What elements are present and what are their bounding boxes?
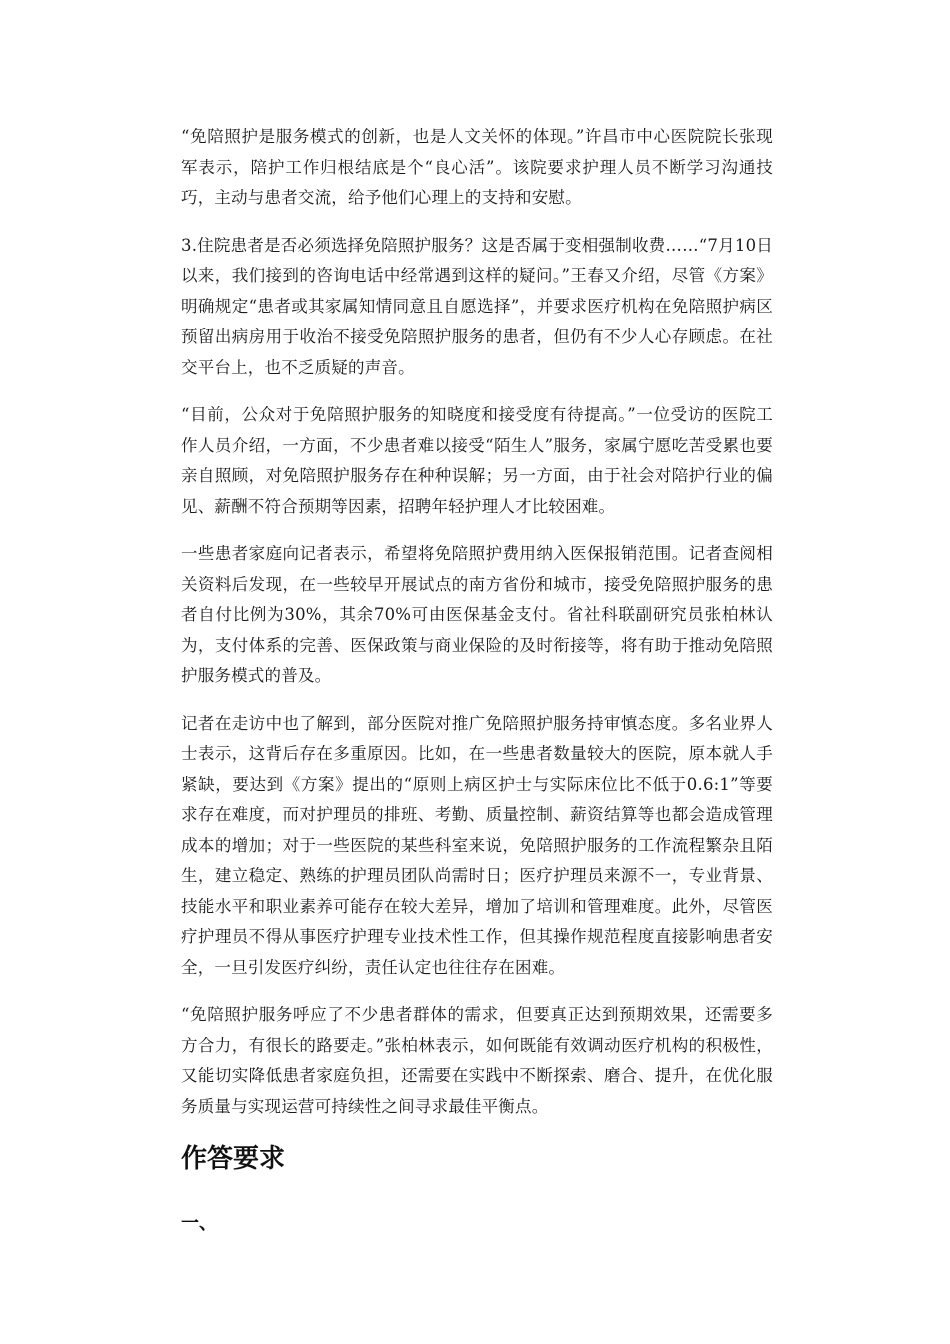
requirements-heading: 作答要求: [181, 1144, 286, 1174]
requirements-item-1: 一、: [181, 1213, 217, 1234]
paragraph-6: “免陪照护服务呼应了不少患者群体的需求，但要真正达到预期效果，还需要多方合力，有很长的路要走。”张柏林表示，如何既能有效调动医疗机构的积极性，又能切实降低患者家庭负担，还需要在实践中不断探索、磨合、提升，在优化服务质量与实现运营可持续性之间寻求最佳平衡点。: [181, 1005, 773, 1116]
paragraph-5: 记者在走访中也了解到，部分医院对推广免陪照护服务持审慎态度。多名业界人士表示，这背后存在多重原因。比如，在一些患者数量较大的医院，原本就人手紧缺，要达到《方案》提出的“原则上病区护士与实际床位比不低于0.6:1”等要求存在难度，而对护理员的排班、考勤、质量控制、薪资结算等也都会造成管理成本的增加；对于一些医院的某些科室来说，免陪照护服务的工作流程繁杂且陌生，建立稳定、熟练的护理员团队尚需时日；医疗护理员来源不一，专业背景、技能水平和职业素养可能存在较大差异，增加了培训和管理难度。此外，尽管医疗护理员不得从事医疗护理专业技术性工作，但其操作规范程度直接影响患者安全，一旦引发医疗纠纷，责任认定也往往存在困难。: [181, 713, 773, 977]
paragraph-3: “目前，公众对于免陪照护服务的知晓度和接受度有待提高。”一位受访的医院工作人员介绍，一方面，不少患者难以接受“陌生人”服务，家属宁愿吃苦受累也要亲自照顾，对免陪照护服务存在种种误解；另一方面，由于社会对陪护行业的偏见、薪酬不符合预期等因素，招聘年轻护理人才比较困难。: [181, 405, 773, 516]
paragraph-2: 3.住院患者是否必须选择免陪照护服务？这是否属于变相强制收费……“7月10日以来，我们接到的咨询电话中经常遇到这样的疑问。”王春又介绍，尽管《方案》明确规定“患者或其家属知情同意且自愿选择”，并要求医疗机构在免陪照护病区预留出病房用于收治不接受免陪照护服务的患者，但仍有不少人心存顾虑。在社交平台上，也不乏质疑的声音。: [181, 235, 773, 377]
paragraph-1: “免陪照护是服务模式的创新，也是人文关怀的体现。”许昌市中心医院院长张现军表示，陪护工作归根结底是个“良心活”。该院要求护理人员不断学习沟通技巧，主动与患者交流，给予他们心理上的支持和安慰。: [181, 127, 773, 207]
document-body: [181, 122, 773, 1239]
paragraph-4: 一些患者家庭向记者表示，希望将免陪照护费用纳入医保报销范围。记者查阅相关资料后发现，在一些较早开展试点的南方省份和城市，接受免陪照护服务的患者自付比例为30%，其余70%可由医保基金支付。省社科联副研究员张柏林认为，支付体系的完善、医保政策与商业保险的及时衔接等，将有助于推动免陪照护服务模式的普及。: [181, 544, 773, 685]
